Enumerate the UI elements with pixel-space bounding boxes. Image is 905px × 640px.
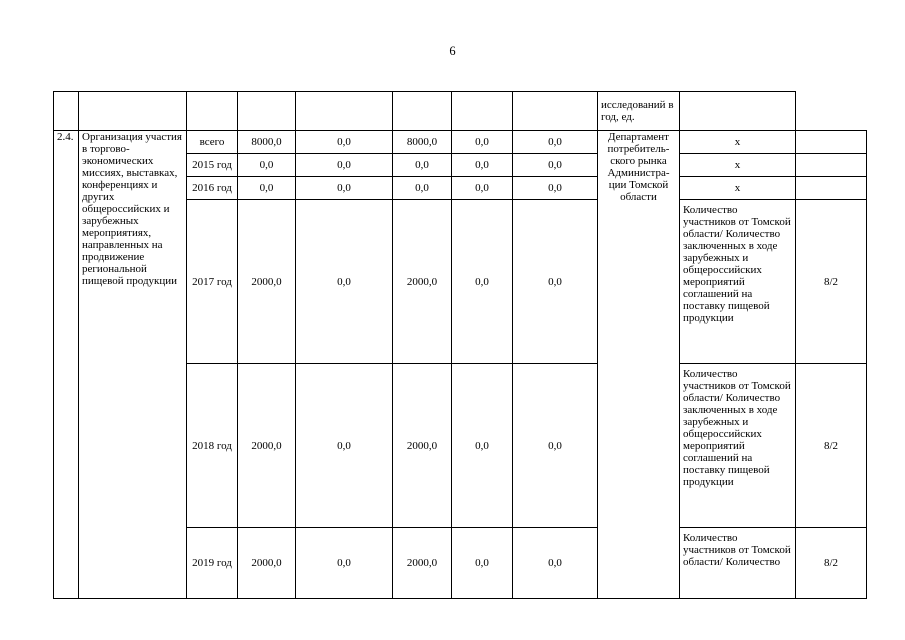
value-cell <box>796 154 867 177</box>
local-cell: 0,0 <box>452 200 513 364</box>
extra-cell: 0,0 <box>513 364 598 528</box>
page-number: 6 <box>449 44 456 58</box>
federal-cell: 0,0 <box>296 364 393 528</box>
period-cell: всего <box>187 131 238 154</box>
federal-cell: 0,0 <box>296 528 393 599</box>
extra-cell: 0,0 <box>513 200 598 364</box>
total-cell: 2000,0 <box>238 200 296 364</box>
extra-cell: 0,0 <box>513 177 598 200</box>
indicator-cell: Количество участников от Томской области/ Количество заключенных в ходе зарубежных и общероссийских мероприятий соглашений на поставку пищевой продукции <box>680 364 796 528</box>
item-name: Организация участия в торгово-экономических миссиях, выставках, конференциях и других общероссийских и зарубежных мероприятиях, направленных на продвижение региональной пищевой продукции <box>79 131 187 599</box>
local-cell: 0,0 <box>452 154 513 177</box>
local-cell: 0,0 <box>452 528 513 599</box>
indicator-cell: Количество участников от Томской области/ Количество заключенных в ходе зарубежных и общероссийских мероприятий соглашений на поставку пищевой продукции <box>680 200 796 364</box>
executor-cell: Департамент потребитель-ского рынка Администра-ции Томской области <box>598 131 680 599</box>
indicator-cell: Количество участников от Томской области/ Количество <box>680 528 796 599</box>
federal-cell: 0,0 <box>296 131 393 154</box>
period-cell: 2017 год <box>187 200 238 364</box>
table-cell <box>296 92 393 131</box>
regional-cell: 0,0 <box>393 177 452 200</box>
total-cell: 2000,0 <box>238 528 296 599</box>
table-cell <box>393 92 452 131</box>
regional-cell: 2000,0 <box>393 200 452 364</box>
table-row <box>54 131 867 154</box>
value-cell <box>796 131 867 154</box>
table-cell <box>680 92 796 131</box>
indicator-cell: х <box>680 177 796 200</box>
local-cell: 0,0 <box>452 364 513 528</box>
local-cell: 0,0 <box>452 177 513 200</box>
table-row <box>54 92 867 131</box>
period-cell: 2019 год <box>187 528 238 599</box>
value-cell: 8/2 <box>796 528 867 599</box>
regional-cell: 2000,0 <box>393 528 452 599</box>
item-number: 2.4. <box>54 131 79 599</box>
extra-cell: 0,0 <box>513 154 598 177</box>
value-cell: 8/2 <box>796 200 867 364</box>
regional-cell: 8000,0 <box>393 131 452 154</box>
total-cell: 0,0 <box>238 154 296 177</box>
local-cell: 0,0 <box>452 131 513 154</box>
indicator-cell: х <box>680 154 796 177</box>
value-cell <box>796 177 867 200</box>
table-cell <box>452 92 513 131</box>
table-cell <box>187 92 238 131</box>
indicator-cell: х <box>680 131 796 154</box>
period-cell: 2015 год <box>187 154 238 177</box>
federal-cell: 0,0 <box>296 177 393 200</box>
total-cell: 0,0 <box>238 177 296 200</box>
extra-cell: 0,0 <box>513 528 598 599</box>
period-cell: 2016 год <box>187 177 238 200</box>
federal-cell: 0,0 <box>296 154 393 177</box>
program-table <box>53 91 867 599</box>
regional-cell: 0,0 <box>393 154 452 177</box>
total-cell: 8000,0 <box>238 131 296 154</box>
indicator-cell: исследований в год, ед. <box>598 92 680 131</box>
extra-cell: 0,0 <box>513 131 598 154</box>
total-cell: 2000,0 <box>238 364 296 528</box>
value-cell: 8/2 <box>796 364 867 528</box>
table-cell <box>238 92 296 131</box>
table-cell <box>513 92 598 131</box>
table-cell <box>79 92 187 131</box>
table-cell <box>54 92 79 131</box>
federal-cell: 0,0 <box>296 200 393 364</box>
regional-cell: 2000,0 <box>393 364 452 528</box>
period-cell: 2018 год <box>187 364 238 528</box>
